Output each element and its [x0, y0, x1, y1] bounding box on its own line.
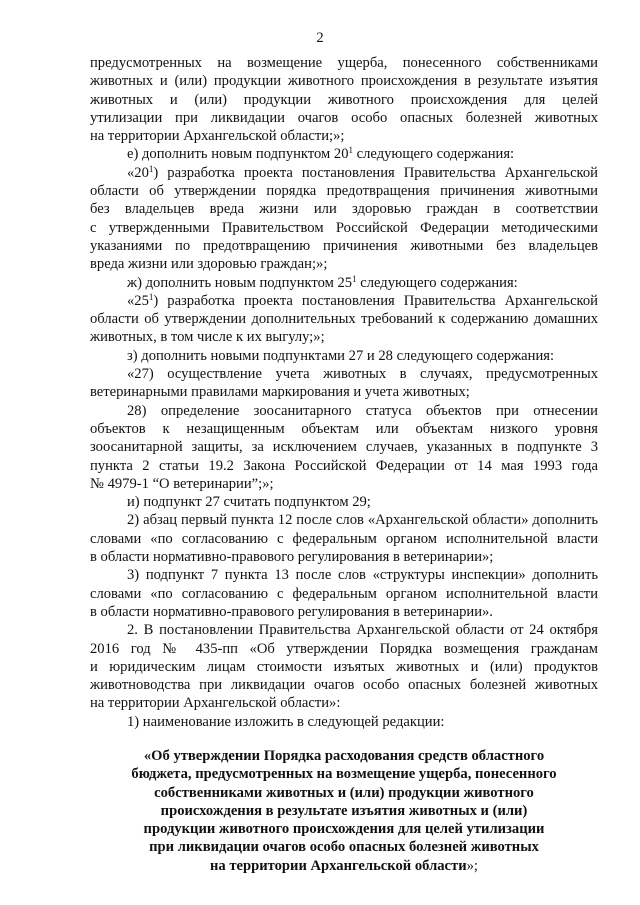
- text-line: на территории Архангельской области»:: [90, 695, 341, 712]
- text-line: 1) наименование изложить в следующей редакции:: [127, 713, 445, 730]
- text-line: 28) определение зоосанитарного статуса объектов при отнесении: [127, 402, 598, 419]
- text-line: «27) осуществление учета животных в случаях, предусмотренных: [127, 366, 598, 383]
- text-line: ж) дополнить новым подпунктом $25^1$ следующего содержания:: [127, 273, 518, 291]
- text-line: в области нормативно-правового регулирования в ветеринарии»;: [90, 549, 494, 566]
- text-line: 3) подпункт 7 пункта 13 после слов «структуры инспекции» дополнить: [127, 567, 598, 584]
- text-line: указаниями по предотвращению причинения животными без владельцев: [90, 237, 598, 254]
- bold-title-line: продукции животного происхождения для целей утилизации: [143, 821, 545, 838]
- text-line: животных и (или) продукции животного происхождения для целей: [90, 91, 598, 108]
- text-line: в области нормативно-правового регулирования в ветеринарии».: [90, 603, 493, 620]
- text-line: вреда жизни или здоровью граждан;»;: [90, 256, 328, 273]
- text-line: 2. В постановлении Правительства Архангельской области от 24 октября: [127, 622, 598, 639]
- bold-title-line: при ликвидации очагов особо опасных болезней животных: [149, 839, 539, 856]
- text-line: 2) абзац первый пункта 12 после слов «Архангельской области» дополнить: [127, 512, 598, 529]
- text-line: е) дополнить новым подпунктом $20^1$ следующего содержания:: [127, 145, 515, 163]
- text-line: «$20^1$) разработка проекта постановления Правительства Архангельской: [127, 163, 598, 181]
- text-line: предусмотренных на возмещение ущерба, понесенного собственниками: [90, 55, 598, 71]
- text-line: утилизации при ликвидации очагов особо опасных болезней животных: [90, 109, 598, 126]
- text-line: словами «по согласованию с федеральным органом исполнительной власти: [90, 530, 598, 547]
- bold-title-line: бюджета, предусмотренных на возмещение ущерба, понесенного: [131, 766, 557, 783]
- text-line: животноводства при ликвидации очагов особо опасных болезней животных: [90, 677, 598, 694]
- text-line: зоосанитарной защиты, за исключением случаев, указанных в подпункте 3: [90, 439, 598, 456]
- text-line: 2016 год № 435-пп «Об утверждении Порядка возмещения гражданам: [90, 640, 598, 657]
- document-body: [90, 54, 598, 875]
- text-line: з) дополнить новыми подпунктами 27 и 28 следующего содержания:: [127, 347, 555, 364]
- text-line: объектов к незащищенным объектам или объектам низкого уровня: [90, 420, 598, 437]
- bold-title-line: на территории Архангельской области»;: [210, 857, 478, 874]
- text-line: животных, в том числе к их выгулу;»;: [90, 329, 325, 346]
- text-line: животных и (или) продукции животного происхождения в результате изъятия: [90, 73, 598, 90]
- bold-title-line: «Об утверждении Порядка расходования средств областного: [143, 747, 545, 764]
- text-line: и юридическим лицам стоимости изъятых животных и (или) продуктов: [90, 658, 598, 675]
- bold-title-line: происхождения в результате изъятия животных и (или): [160, 802, 528, 819]
- text-line: ветеринарными правилами маркирования и учета животных;: [90, 384, 470, 401]
- text-line: на территории Архангельской области;»;: [90, 128, 345, 145]
- text-line: словами «по согласованию с федеральным органом исполнительной власти: [90, 585, 598, 602]
- text-line: и) подпункт 27 считать подпунктом 29;: [127, 494, 371, 511]
- text-line: с утвержденными Правительством Российской Федерации методическими: [90, 219, 598, 236]
- text-line: пункта 2 статьи 19.2 Закона Российской Федерации от 14 мая 1993 года: [90, 457, 598, 474]
- text-line: области об утверждении порядка предотвращения причинения животными: [90, 183, 598, 200]
- text-line: «$25^1$) разработка проекта постановления Правительства Архангельской: [127, 291, 598, 309]
- text-line: № 4979-1 “О ветеринарии”;»;: [90, 475, 274, 492]
- page-number: 2: [316, 30, 324, 46]
- text-line: области об утверждении дополнительных требований к содержанию домашних: [90, 311, 598, 328]
- spacer: [90, 731, 598, 747]
- text-line: без владельцев вреда жизни или здоровью граждан в соответствии: [90, 201, 598, 218]
- bold-title-line: собственниками животных и (или) продукции животного: [154, 784, 534, 801]
